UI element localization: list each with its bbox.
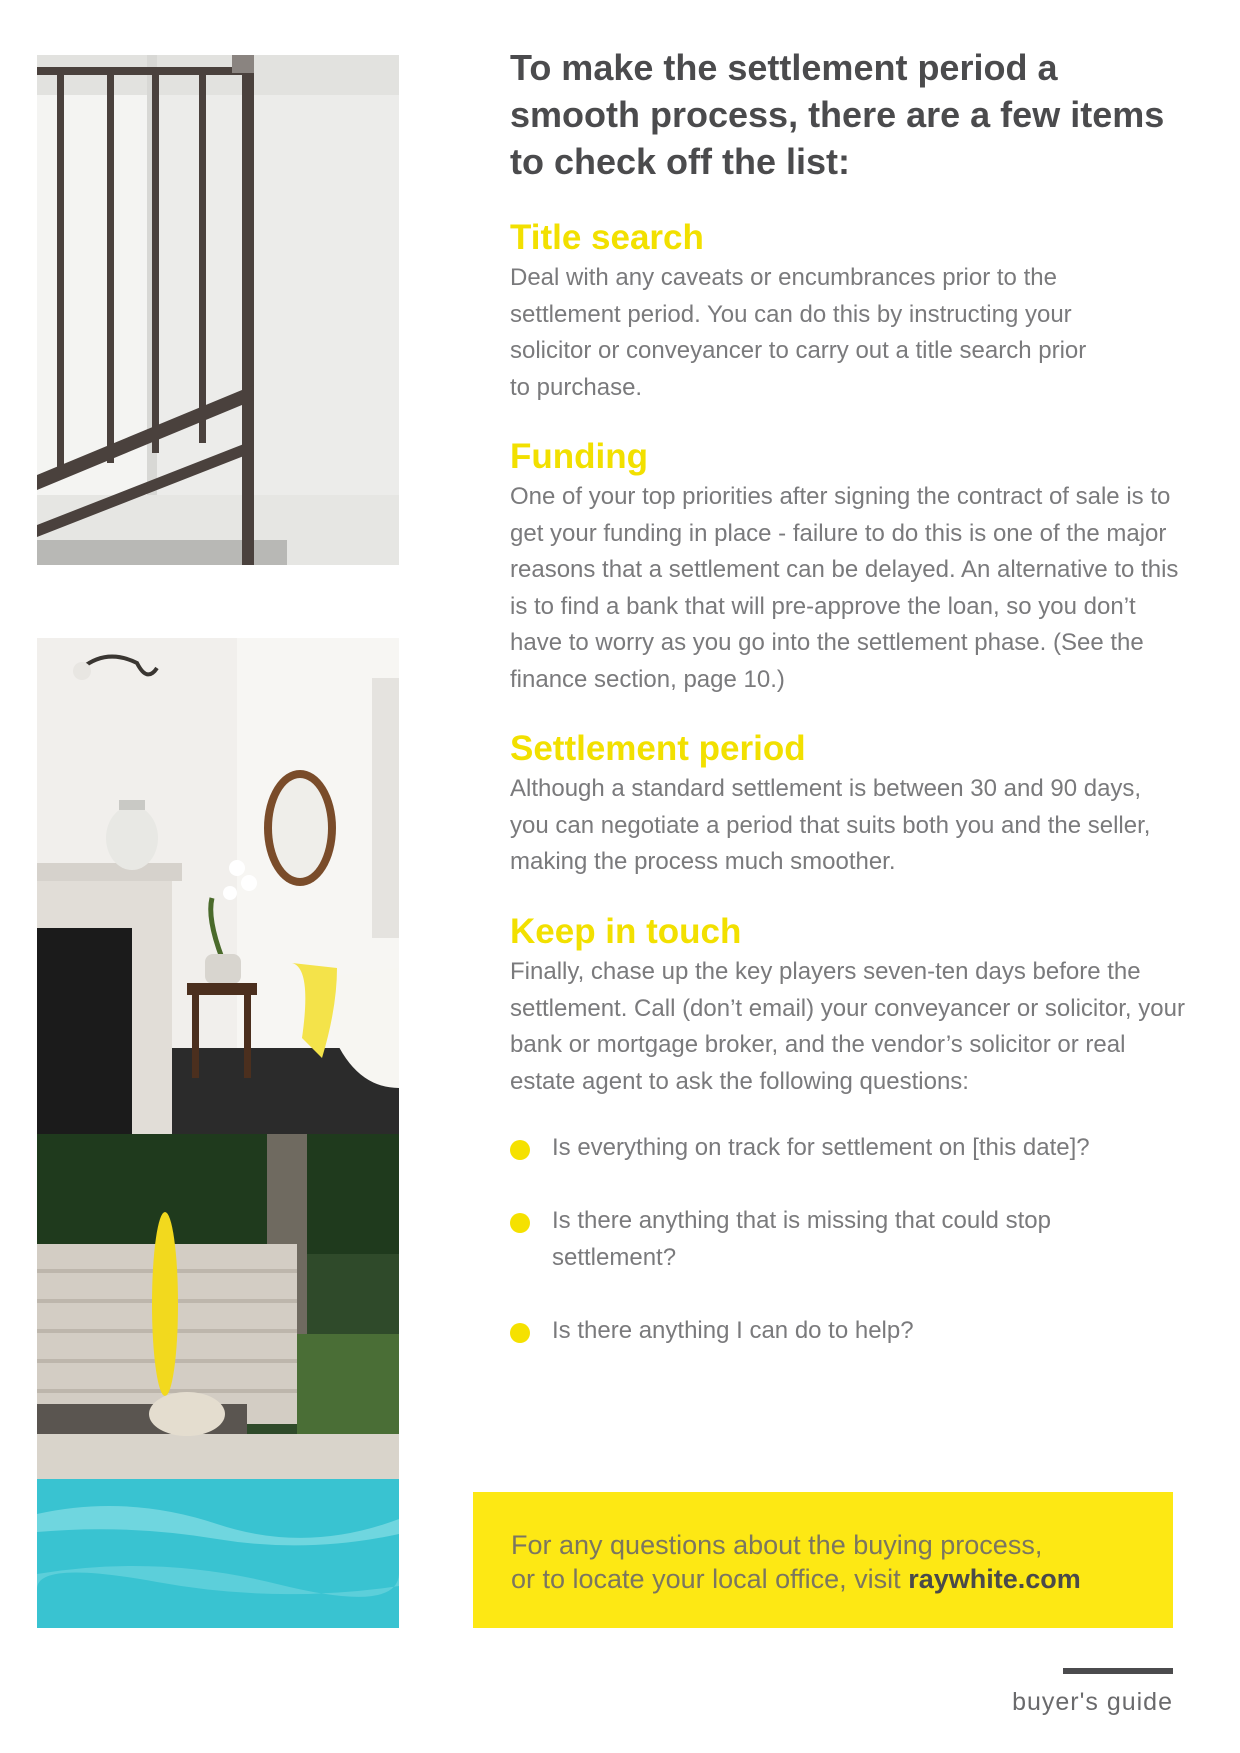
section-funding	[510, 435, 1190, 698]
main-content	[510, 44, 1190, 1344]
section-body: Deal with any caveats or encumbrances prior to the settlement period. You can do this by instructing your solicitor or conveyancer to carry out a title search prior to purchase.	[510, 264, 1087, 401]
cta-line-1: For any questions about the buying process,	[511, 1530, 1043, 1560]
section-title-search	[510, 216, 1190, 406]
section-title: Settlement period	[510, 729, 806, 768]
section-settlement-period	[510, 727, 1190, 881]
cta-text	[511, 1528, 1151, 1596]
pool-dog-surfboard-photo	[37, 1134, 399, 1628]
section-body: Finally, chase up the key players seven-ten days before the settlement. Call (don’t email) your conveyancer or solicitor, your bank or mortgage broker, and the vendor’s solicitor or real estate agent to ask the following questions:	[510, 958, 1185, 1095]
intro-heading: To make the settlement period a smooth process, there are a few items to check off the list:	[510, 47, 1165, 182]
staircase-railing-photo	[37, 55, 399, 565]
list-item-text: Is there anything I can do to help?	[552, 1317, 914, 1344]
section-body: One of your top priorities after signing the contract of sale is to get your funding in place - failure to do this is one of the major reasons that a settlement can be delayed. An alternative to this is to find a bank that will pre-approve the loan, so you don’t have to worry as you go into the settlement phase. (See the finance section, page 10.)	[510, 483, 1179, 693]
section-title: Keep in touch	[510, 912, 742, 951]
section-body: Although a standard settlement is between 30 and 90 days, you can negotiate a period that suits both you and the seller, making the process much smoother.	[510, 775, 1151, 875]
list-item-text: Is everything on track for settlement on [this date]?	[552, 1134, 1090, 1161]
bullet-dot-icon	[510, 1140, 530, 1160]
section-title: Title search	[510, 218, 704, 257]
bullet-dot-icon	[510, 1323, 530, 1343]
footer-label: buyer's guide	[1012, 1688, 1173, 1716]
cta-banner	[473, 1492, 1173, 1628]
list-item-text: Is there anything that is missing that could stop settlement?	[552, 1207, 1051, 1271]
website-link[interactable]: raywhite.com	[908, 1564, 1081, 1594]
section-title: Funding	[510, 437, 649, 476]
bullet-dot-icon	[510, 1213, 530, 1233]
cta-line-2: or to locate your local office, visit	[511, 1564, 909, 1594]
section-keep-in-touch	[510, 910, 1190, 1100]
footer-divider	[1063, 1668, 1173, 1674]
bathroom-fireplace-photo	[37, 638, 399, 1134]
